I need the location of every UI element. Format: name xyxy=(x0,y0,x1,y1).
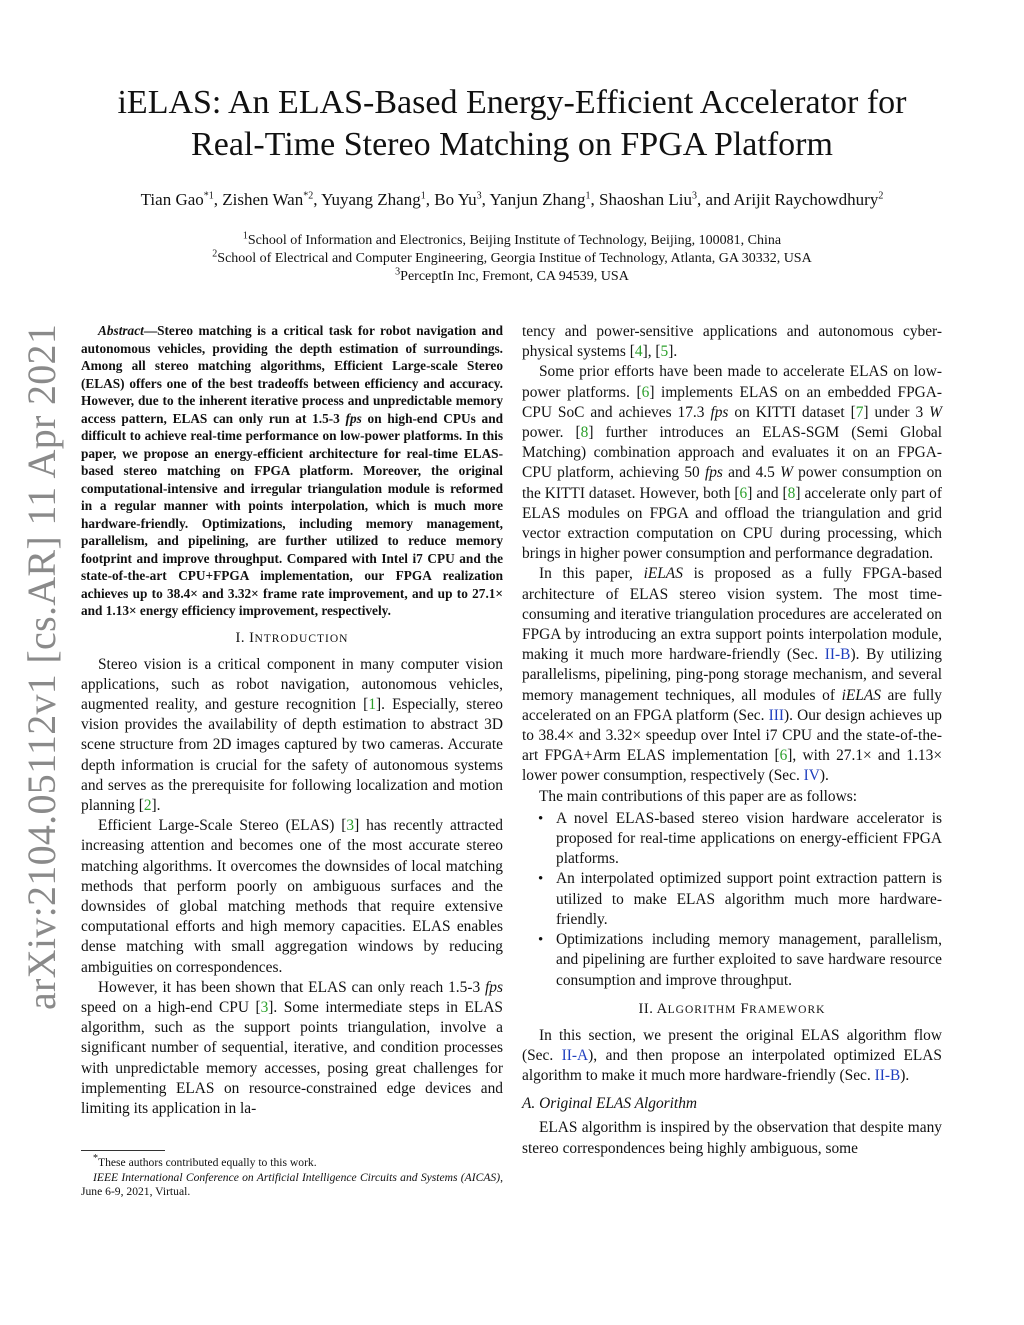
intro-paragraph-4: Some prior efforts have been made to accelerate ELAS on low-power platforms. [6] implements ELAS on an embedded FPGA-CPU SoC and achieves 17.3 fps on KITTI dataset [7] under 3 W power. [8] further introduces an ELAS-SGM (Semi Global Matching) combination approach and evaluates it on an FPGA-CPU platform, achieving 50 fps and 4.5 W power consumption on the KITTI dataset. However, both [6] and [8] accelerate only part of ELAS modules on FPGA and offload the triangulation and grid vector extraction computation on CPU during processing, which brings in higher power consumption and performance degradation. xyxy=(522,363,942,563)
intro-paragraph-2: Efficient Large-Scale Stereo (ELAS) [3] has recently attracted increasing attention and becomes one of the most accurate stereo matching algorithms. It overcomes the downsides of local matching methods that perform poorly on ambiguous surfaces and the downsides of global matching methods that require extensive computational efforts and high memory capacities. ELAS enables dense matching with small aggregation windows by reducing ambiguities on correspondences. xyxy=(81,817,503,976)
left-column xyxy=(81,322,503,1119)
section-heading-algorithm-framework: II. ALGORITHM FRAMEWORK xyxy=(638,1000,826,1017)
section-heading-introduction: I. INTRODUCTION xyxy=(235,629,349,646)
title-line-2: Real-Time Stereo Matching on FPGA Platform xyxy=(191,126,833,163)
list-item: • A novel ELAS-based stereo vision hardware accelerator is proposed for real-time applications on energy-efficient FPGA platforms. xyxy=(556,809,942,870)
author: Yuyang Zhang xyxy=(321,190,421,209)
citation-link[interactable]: 8 xyxy=(787,484,796,502)
paper-title xyxy=(60,82,964,166)
intro-paragraph-3-cont: tency and power-sensitive applications and autonomous cyber-physical systems [4], [5]. xyxy=(522,323,942,361)
arxiv-stamp: arXiv:2104.05112v1 [cs.AR] 11 Apr 2021 xyxy=(19,323,64,1010)
author: Shaoshan Liu xyxy=(599,190,693,209)
footnote-equal-contribution: *These authors contributed equally to this work. xyxy=(93,1153,317,1169)
author: Bo Yu xyxy=(434,190,477,209)
contribution-list xyxy=(522,809,942,991)
section-link[interactable]: II-A xyxy=(561,1046,589,1064)
list-item: • An interpolated optimized support point extraction pattern is utilized to make ELAS algorithm much more hardware-friendly. xyxy=(556,869,942,930)
intro-paragraph-1: Stereo vision is a critical component in many computer vision applications, such as robot navigation, autonomous vehicles, augmented reality, and gesture recognition [1]. Especially, stereo vision provides the availability of depth estimation to abstract 3D scene structure from 2D images captured by two cameras. Accurate depth information is crucial for the safety of autonomous systems and serves as the prerequisite for following localization and motion planning [2]. xyxy=(81,655,503,814)
intro-paragraph-3: However, it has been shown that ELAS can only reach 1.5-3 fps speed on a high-end CPU [3]. Some intermediate steps in ELAS algorithm, such as the support points triangulation, involve a significant number of sequential, iterative, and condition processes with unpredictable memory accesses, posing great challenges for implementing ELAS on resource-constrained edge devices and limiting its application in la- xyxy=(81,978,503,1117)
author: Tian Gao xyxy=(140,190,204,209)
author: Zishen Wan xyxy=(222,190,304,209)
subsection-heading: A. Original ELAS Algorithm xyxy=(522,1095,698,1113)
author: Yanjun Zhang xyxy=(489,190,586,209)
citation-link[interactable]: 3 xyxy=(260,998,269,1016)
citation-link[interactable]: 5 xyxy=(660,343,669,361)
section-link[interactable]: IV xyxy=(803,767,820,785)
citation-link[interactable]: 7 xyxy=(855,403,864,421)
section-link[interactable]: II-B xyxy=(824,646,851,664)
title-line-1: iELAS: An ELAS-Based Energy-Efficient Accelerator for xyxy=(117,84,907,121)
footnote-divider xyxy=(81,1150,165,1151)
citation-link[interactable]: 6 xyxy=(779,747,788,765)
section-link[interactable]: III xyxy=(768,706,784,724)
footnotes xyxy=(81,1153,503,1200)
affiliation: $^3$PerceptIn Inc, Fremont, CA 94539, USA xyxy=(395,266,629,284)
citation-link[interactable]: 1 xyxy=(368,695,377,713)
section-link[interactable]: II-B xyxy=(874,1067,901,1085)
intro-paragraph-5: In this paper, iELAS is proposed as a fully FPGA-based architecture of ELAS stereo vision system. The most time-consuming and iterative triangulation procedures are accelerated on FPGA by introducing an extra support points interpolation module, making it much more hardware-friendly (Sec. II-B). By utilizing parallelisms, pipelining, ping-pong storage mechanism, and several memory management techniques, all modules of iELAS are fully accelerated on an FPGA platform (Sec. III). Our design achieves up to 38.4× and 3.32× speedup over Intel i7 CPU and the state-of-the-art FPGA+Arm ELAS implementation [6], with 27.1× and 1.13× lower power consumption, respectively (Sec. IV). xyxy=(522,565,942,785)
citation-link[interactable]: 6 xyxy=(739,484,748,502)
citation-link[interactable]: 6 xyxy=(641,383,650,401)
contributions-intro: The main contributions of this paper are as follows: xyxy=(539,787,857,805)
right-column xyxy=(522,322,942,1159)
author: Arijit Raychowdhury xyxy=(733,190,879,209)
citation-link[interactable]: 4 xyxy=(634,343,643,361)
footnote-conference: IEEE International Conference on Artificial Intelligence Circuits and Systems (AICAS), June 6-9, 2021, Virtual. xyxy=(81,1170,503,1198)
citation-link[interactable]: 3 xyxy=(346,817,355,835)
affiliation: $^1$School of Information and Electronics, Beijing Institute of Technology, Beijing, 100081, China xyxy=(242,230,782,248)
affiliation: $^2$School of Electrical and Computer Engineering, Georgia Institue of Technology, Atlanta, GA 30332, USA xyxy=(212,248,812,266)
section2-paragraph-1: In this section, we present the original ELAS algorithm flow (Sec. II-A), and then propose an interpolated optimized ELAS algorithm to make it much more hardware-friendly (Sec. II-B). xyxy=(522,1026,942,1085)
list-item: • Optimizations including memory management, parallelism, and pipelining are further exploited to save hardware resource consumption and improve throughput. xyxy=(556,930,942,991)
affiliation-list xyxy=(100,232,924,286)
citation-link[interactable]: 2 xyxy=(143,796,152,814)
citation-link[interactable]: 8 xyxy=(580,424,589,442)
author-list: Tian Gao$^{*1}$, Zishen Wan$^{*2}$, Yuyang Zhang$^1$, Bo Yu$^3$, Yanjun Zhang$^1$, Shaoshan Liu$^3$, and Arijit Raychowdhury$^2$ xyxy=(140,190,884,209)
abstract: Abstract—Stereo matching is a critical task for robot navigation and autonomous vehicles, providing the depth estimation of surroundings. Among all stereo matching algorithms, Efficient Large-scale Stereo (ELAS) offers one of the best tradeoffs between efficiency and accuracy. However, due to the inherent iterative process and unpredictable memory access pattern, ELAS can only run at 1.5-3 fps on high-end CPUs and difficult to achieve real-time performance on low-power platforms. In this paper, we propose an energy-efficient architecture for real-time ELAS-based stereo matching on FPGA platform. Moreover, the original computational-intensive and irregular triangulation module is reformed in a regular manner with points interpolation, which is much more hardware-friendly. Optimizations, including memory management, parallelism, and pipelining, are further utilized to reduce memory footprint and improve throughput. Compared with Intel i7 CPU and the state-of-the-art CPU+FPGA implementation, our FPGA realization achieves up to 38.4× and 3.32× frame rate improvement, and up to 27.1× and 1.13× energy efficiency improvement, respectively. xyxy=(81,323,503,618)
section2-paragraph-2: ELAS algorithm is inspired by the observation that despite many stereo correspondences being highly ambiguous, some xyxy=(522,1119,942,1157)
